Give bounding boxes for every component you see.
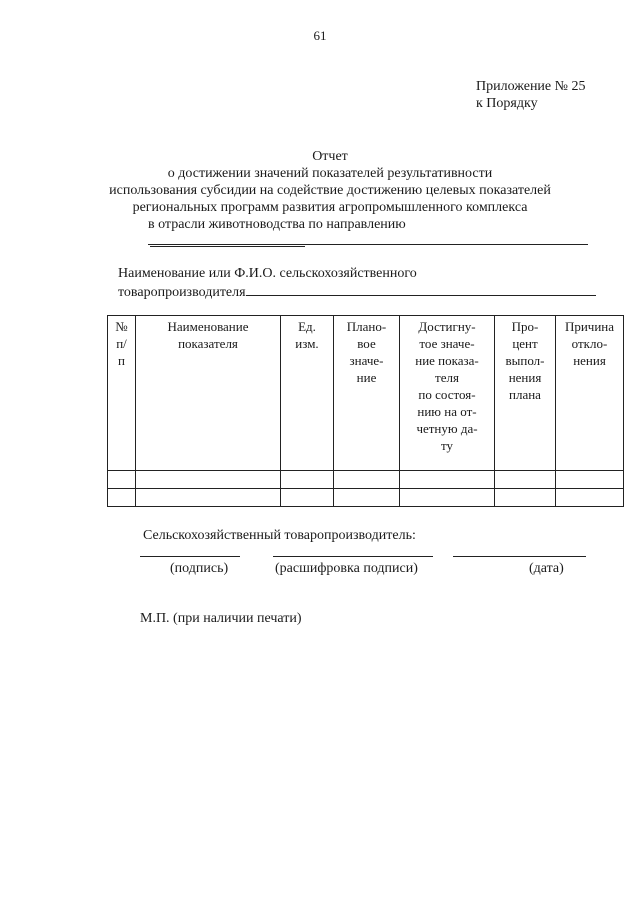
- title-heading: Отчет: [312, 149, 348, 164]
- title-line: [100, 216, 560, 252]
- producer-blank-line[interactable]: [246, 282, 596, 296]
- table-header-unit: Ед. изм.: [281, 316, 334, 471]
- signatory-label: Сельскохозяйственный товаропроизводитель:: [143, 528, 416, 543]
- producer-label-text: товаропроизводителя: [118, 285, 246, 300]
- direction-continuation-line[interactable]: [148, 244, 588, 245]
- table-header-number: № п/ п: [108, 316, 136, 471]
- table-cell[interactable]: [108, 471, 136, 489]
- direction-label: в отрасли животноводства по направлению: [148, 217, 406, 232]
- table-header-indicator-name: Наименование показателя: [136, 316, 281, 471]
- appendix-reference: [476, 78, 586, 112]
- table-header-planned-value: Плано- вое значе- ние: [334, 316, 400, 471]
- appendix-line: Приложение № 25: [476, 79, 586, 94]
- producer-name-block: [118, 265, 596, 301]
- table-cell[interactable]: [108, 489, 136, 507]
- table-cell[interactable]: [400, 489, 495, 507]
- date-line[interactable]: [453, 556, 586, 557]
- table-cell[interactable]: [400, 471, 495, 489]
- table-cell[interactable]: [281, 489, 334, 507]
- table-cell[interactable]: [136, 489, 281, 507]
- table-header-completion-percent: Про- цент выпол- нения плана: [495, 316, 556, 471]
- page-number: 61: [313, 28, 327, 43]
- signature-decoding-line[interactable]: [273, 556, 433, 557]
- title-line: региональных программ развития агропромышленного комплекса: [132, 200, 528, 215]
- appendix-line: к Порядку: [476, 96, 538, 111]
- decoding-caption: (расшифровка подписи): [275, 561, 418, 576]
- title-line: о достижении значений показателей результативности: [167, 166, 493, 181]
- table-cell[interactable]: [556, 471, 624, 489]
- table-cell[interactable]: [556, 489, 624, 507]
- signature-line[interactable]: [140, 556, 240, 557]
- table-cell[interactable]: [334, 471, 400, 489]
- table-cell[interactable]: [495, 489, 556, 507]
- seal-note: М.П. (при наличии печати): [140, 611, 302, 626]
- table-header-deviation-reason: Причина откло- нения: [556, 316, 624, 471]
- signature-caption: (подпись): [170, 561, 229, 576]
- date-caption: (дата): [529, 561, 564, 576]
- report-title: [100, 148, 560, 252]
- table-row: [108, 471, 624, 489]
- indicators-table: [107, 315, 624, 507]
- producer-label-line2: [118, 282, 596, 301]
- title-line: использования субсидии на содействие достижению целевых показателей: [109, 183, 551, 198]
- table-header-achieved-value: Достигну- тое значе- ние показа- теля по состоя- нию на от- четную да- ту: [400, 316, 495, 471]
- table-cell[interactable]: [281, 471, 334, 489]
- table-cell[interactable]: [495, 471, 556, 489]
- table-row: [108, 489, 624, 507]
- producer-label: Наименование или Ф.И.О. сельскохозяйственного: [118, 266, 417, 281]
- table-cell[interactable]: [334, 489, 400, 507]
- table-cell[interactable]: [136, 471, 281, 489]
